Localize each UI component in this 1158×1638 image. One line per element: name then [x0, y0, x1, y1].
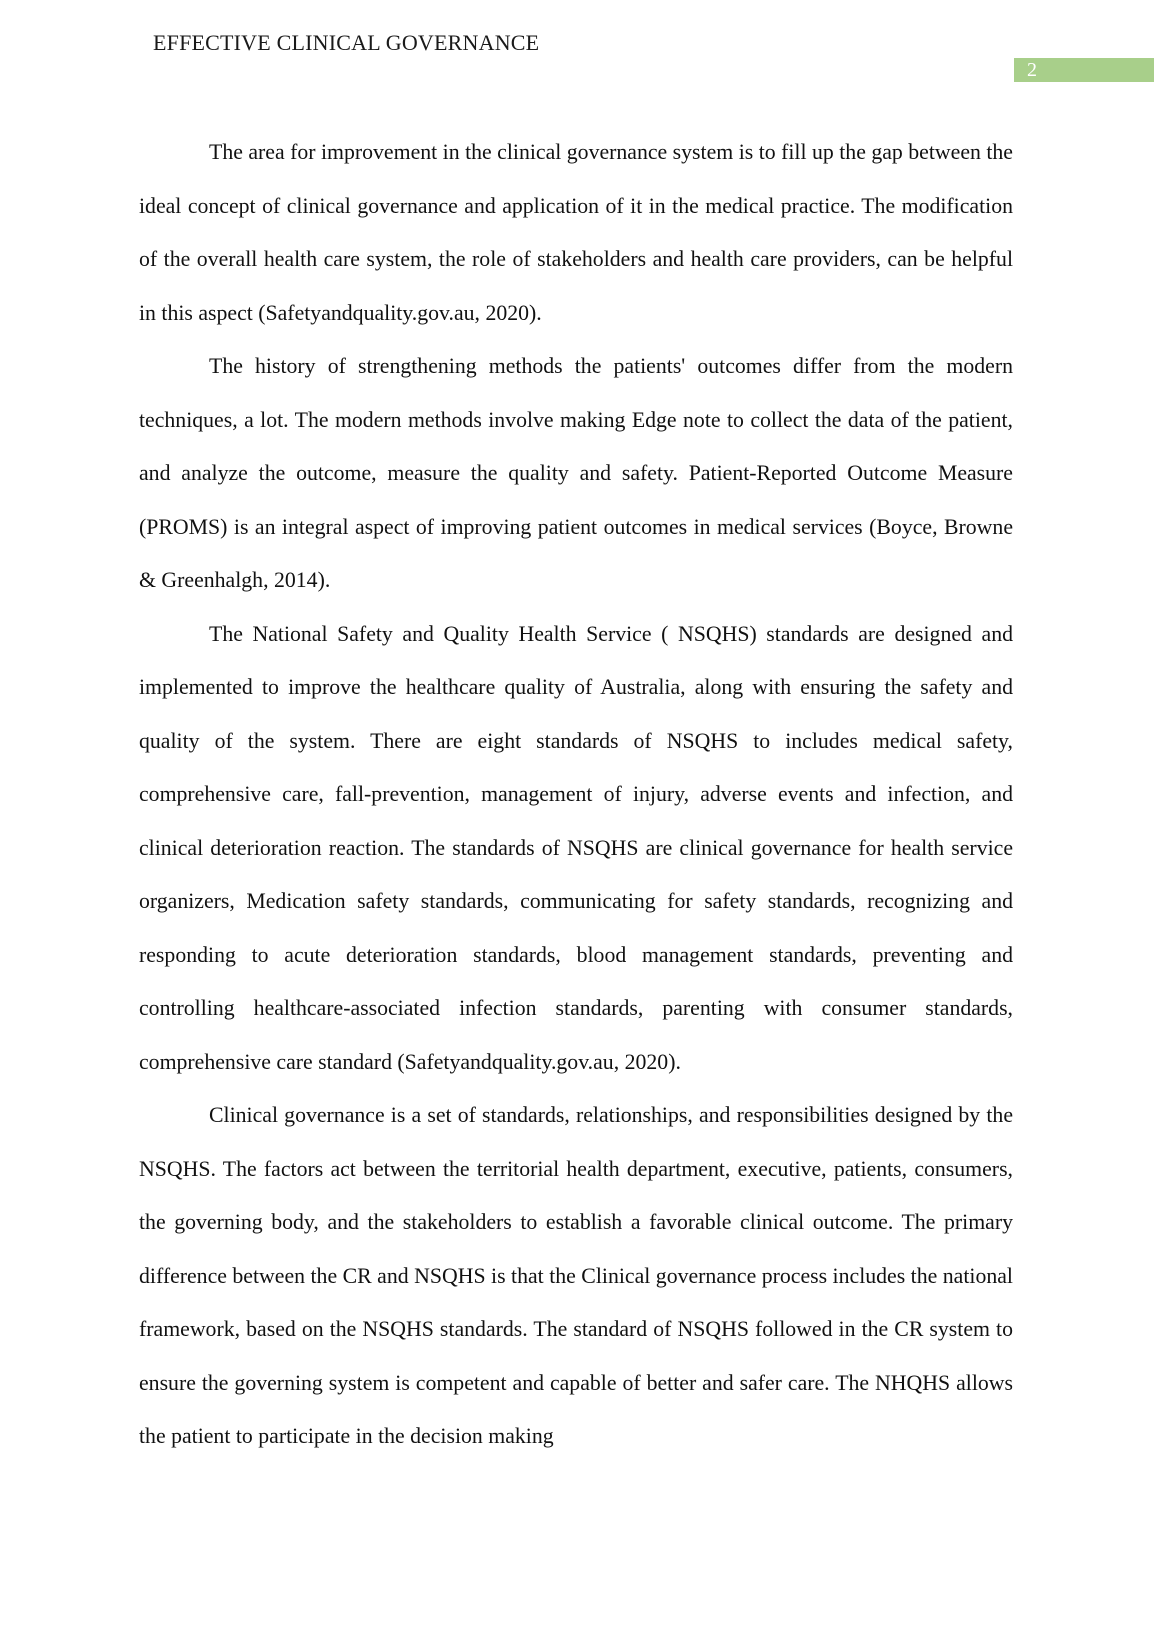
document-body — [139, 126, 1013, 1464]
paragraph-clinical-governance: Clinical governance is a set of standards, relationships, and responsibilities designed by the NSQHS. The factors act between the territorial health department, executive, patients, consumers, the governing body, and the stakeholders to establish a favorable clinical outcome. The primary difference between the CR and NSQHS is that the Clinical governance process includes the national framework, based on the NSQHS standards. The standard of NSQHS followed in the CR system to ensure the governing system is competent and capable of better and safer care. The NHQHS allows the patient to participate in the decision making — [139, 1103, 1013, 1448]
paragraph-nsqhs-standards: The National Safety and Quality Health Service ( NSQHS) standards are designed and implemented to improve the healthcare quality of Australia, along with ensuring the safety and quality of the system. There are eight standards of NSQHS to includes medical safety, comprehensive care, fall-prevention, management of injury, adverse events and infection, and clinical deterioration reaction. The standards of NSQHS are clinical governance for health service organizers, Medication safety standards, communicating for safety standards, recognizing and responding to acute deterioration standards, blood management standards, preventing and controlling healthcare-associated infection standards, parenting with consumer standards, comprehensive care standard (Safetyandquality.gov.au, 2020). — [139, 621, 1013, 1074]
page-number: 2 — [1027, 59, 1037, 81]
paragraph-improvement: The area for improvement in the clinical governance system is to fill up the gap between the ideal concept of clinical governance and application of it in the medical practice. The modification of the overall health care system, the role of stakeholders and health care providers, can be helpful in this aspect (Safetyandquality.gov.au, 2020). — [139, 140, 1013, 325]
running-head: EFFECTIVE CLINICAL GOVERNANCE — [153, 30, 540, 55]
page-number-bar — [1014, 58, 1154, 82]
paragraph-history: The history of strengthening methods the patients' outcomes differ from the modern techniques, a lot. The modern methods involve making Edge note to collect the data of the patient, and analyze the outcome, measure the quality and safety. Patient-Reported Outcome Measure (PROMS) is an integral aspect of improving patient outcomes in medical services (Boyce, Browne & Greenhalgh, 2014). — [139, 354, 1013, 592]
